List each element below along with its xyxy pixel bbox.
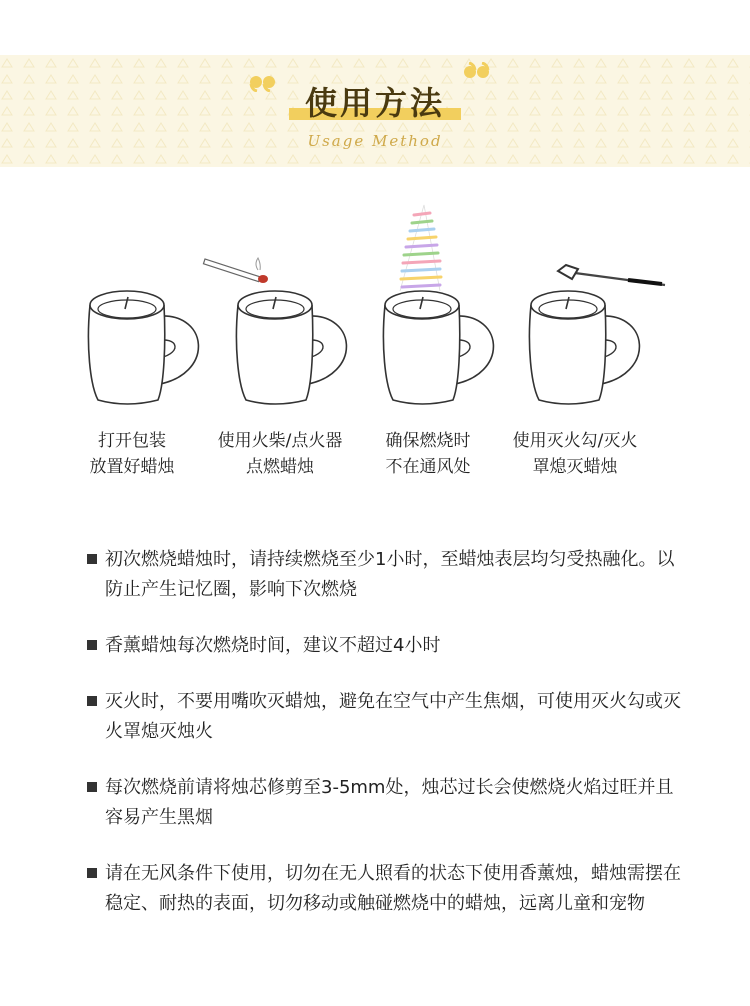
list-item: 请在无风条件下使用，切勿在无人照看的状态下使用香薰烛，蜡烛需摆在稳定、耐热的表面，切勿移动或触碰燃烧中的蜡烛，远离儿童和宠物 (87, 859, 687, 919)
bullet-icon (87, 696, 97, 706)
smoke-icon (400, 205, 441, 291)
tips-list (87, 545, 687, 919)
list-item: 灭火时，不要用嘴吹灭蜡烛，避免在空气中产生焦烟，可使用灭火勾或灭火罩熄灭烛火 (87, 687, 687, 747)
page-title: 使用方法 (304, 84, 445, 122)
mug-candle-icon-1 (88, 291, 198, 404)
mug-candle-icon-3 (383, 291, 493, 404)
step-caption-3: 确保燃烧时 不在通风处 (385, 431, 471, 477)
list-item: 香薰蜡烛每次燃烧时间，建议不超过4小时 (87, 631, 687, 661)
snuffer-icon (558, 265, 665, 285)
step-caption-1: 打开包装 放置好蜡烛 (89, 431, 175, 477)
list-item: 初次燃烧蜡烛时，请持续燃烧至少1小时，至蜡烛表层均匀受热融化。以防止产生记忆圈，影响下次燃烧 (87, 545, 687, 605)
mug-candle-icon-4 (529, 291, 639, 404)
bullet-icon (87, 554, 97, 564)
page-subtitle: Usage Method (307, 132, 443, 150)
bullet-icon (87, 868, 97, 878)
steps-illustration (0, 195, 750, 415)
step-caption-2: 使用火柴/点火器 点燃蜡烛 (217, 431, 343, 477)
bullet-icon (87, 782, 97, 792)
list-item: 每次燃烧前请将烛芯修剪至3-5mm处，烛芯过长会使燃烧火焰过旺并且容易产生黑烟 (87, 773, 687, 833)
bullet-icon (87, 640, 97, 650)
match-icon (203, 258, 268, 283)
mug-candle-icon-2 (236, 291, 346, 404)
step-caption-4: 使用灭火勾/灭火 罩熄灭蜡烛 (512, 431, 638, 477)
